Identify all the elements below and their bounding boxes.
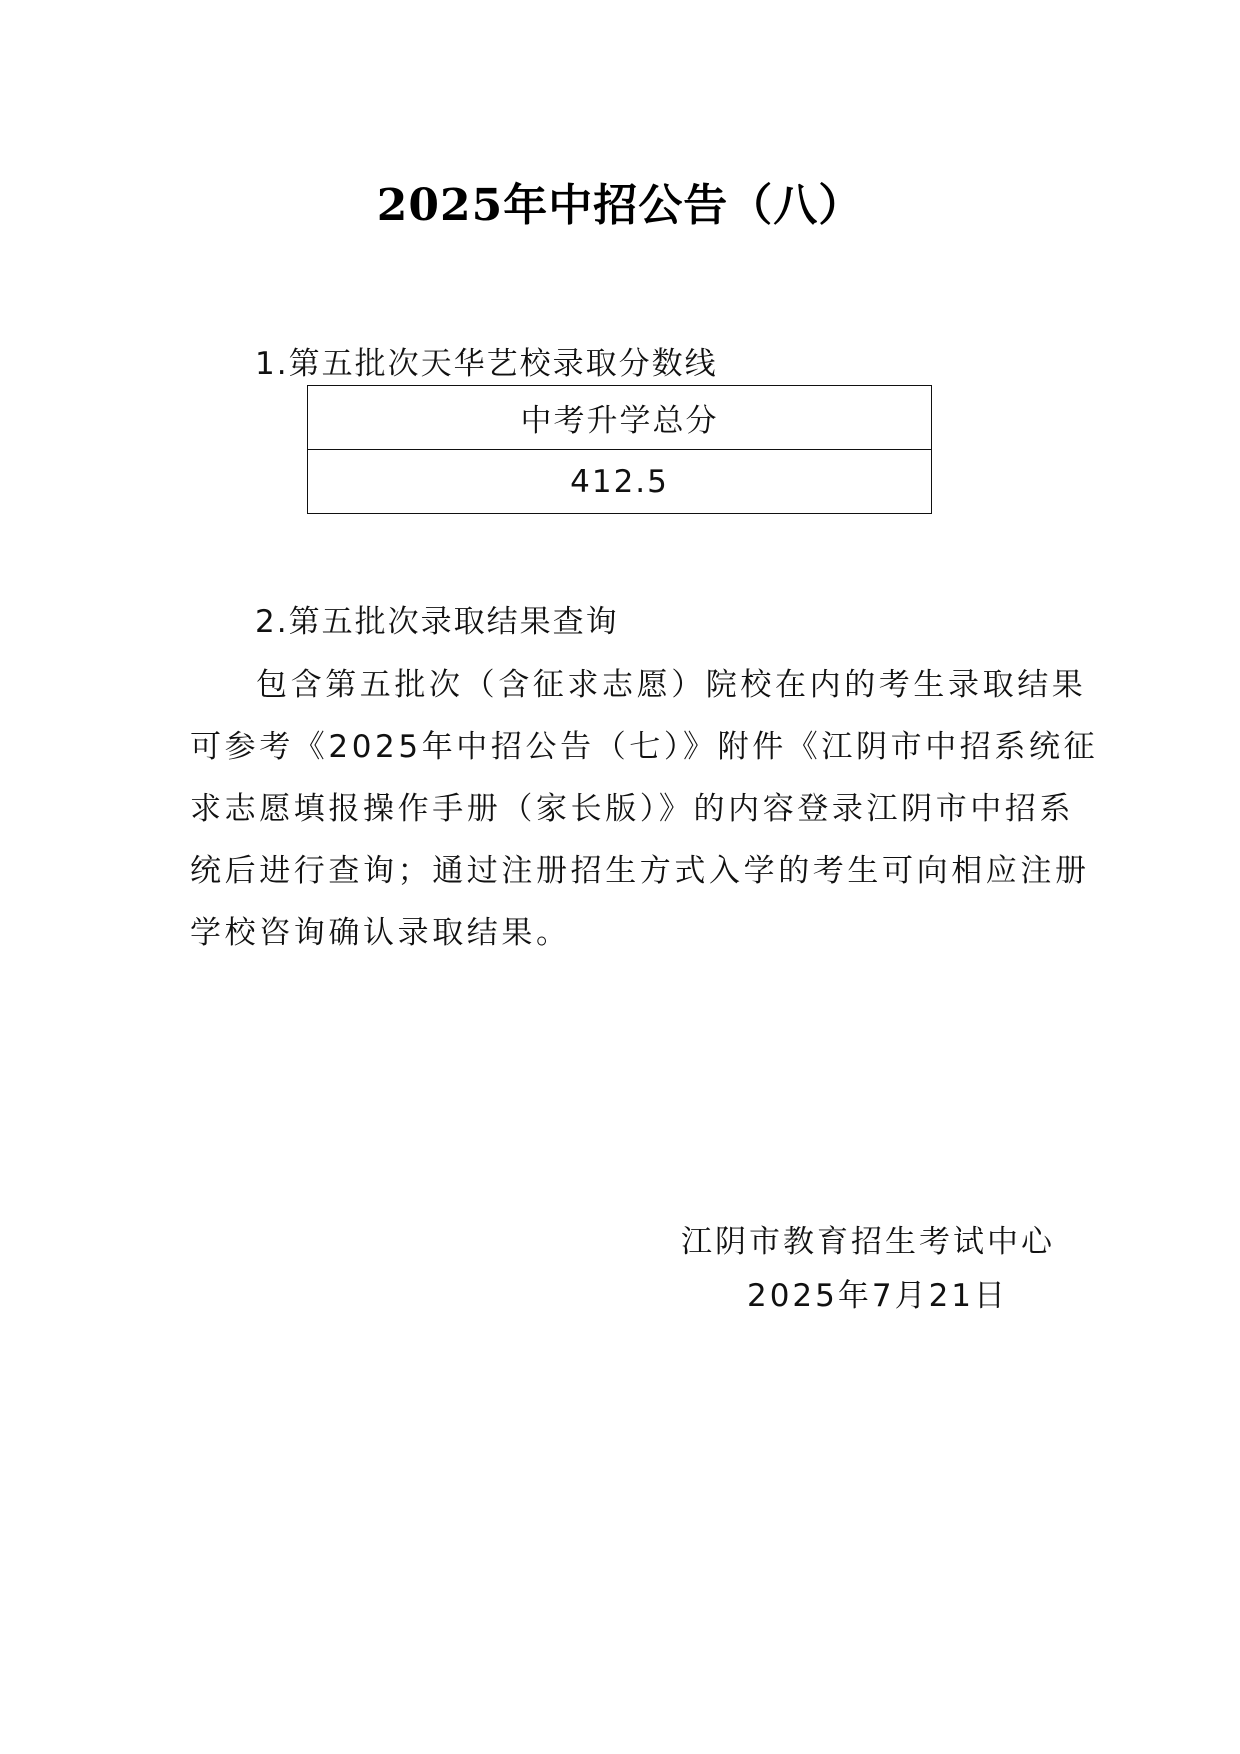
- paragraph-line: 求志愿填报操作手册（家长版）》的内容登录江阴市中招系: [190, 791, 1075, 827]
- score-table: [307, 385, 932, 514]
- issuing-organization: 江阴市教育招生考试中心: [681, 1224, 1055, 1260]
- paragraph-line: 可参考《2025年中招公告（七）》附件《江阴市中招系统征: [190, 729, 1099, 765]
- paragraph-line: 学校咨询确认录取结果。: [190, 915, 571, 951]
- section2-heading: 2.第五批次录取结果查询: [255, 604, 619, 640]
- table-header-cell: 中考升学总分: [308, 386, 932, 450]
- table-row: [308, 386, 932, 450]
- signature-block: [680, 1215, 1055, 1323]
- section1-heading: 1.第五批次天华艺校录取分数线: [255, 346, 718, 382]
- paragraph-line: 包含第五批次（含征求志愿）院校在内的考生录取结果: [256, 667, 1087, 703]
- document-title: 2025年中招公告（八）: [376, 180, 864, 231]
- section2-paragraph: [190, 654, 1099, 964]
- paragraph-line: 统后进行查询；通过注册招生方式入学的考生可向相应注册: [190, 853, 1090, 889]
- table-row: [308, 450, 932, 514]
- issue-date: 2025年7月21日: [746, 1278, 1009, 1314]
- score-value-cell: 412.5: [308, 450, 932, 514]
